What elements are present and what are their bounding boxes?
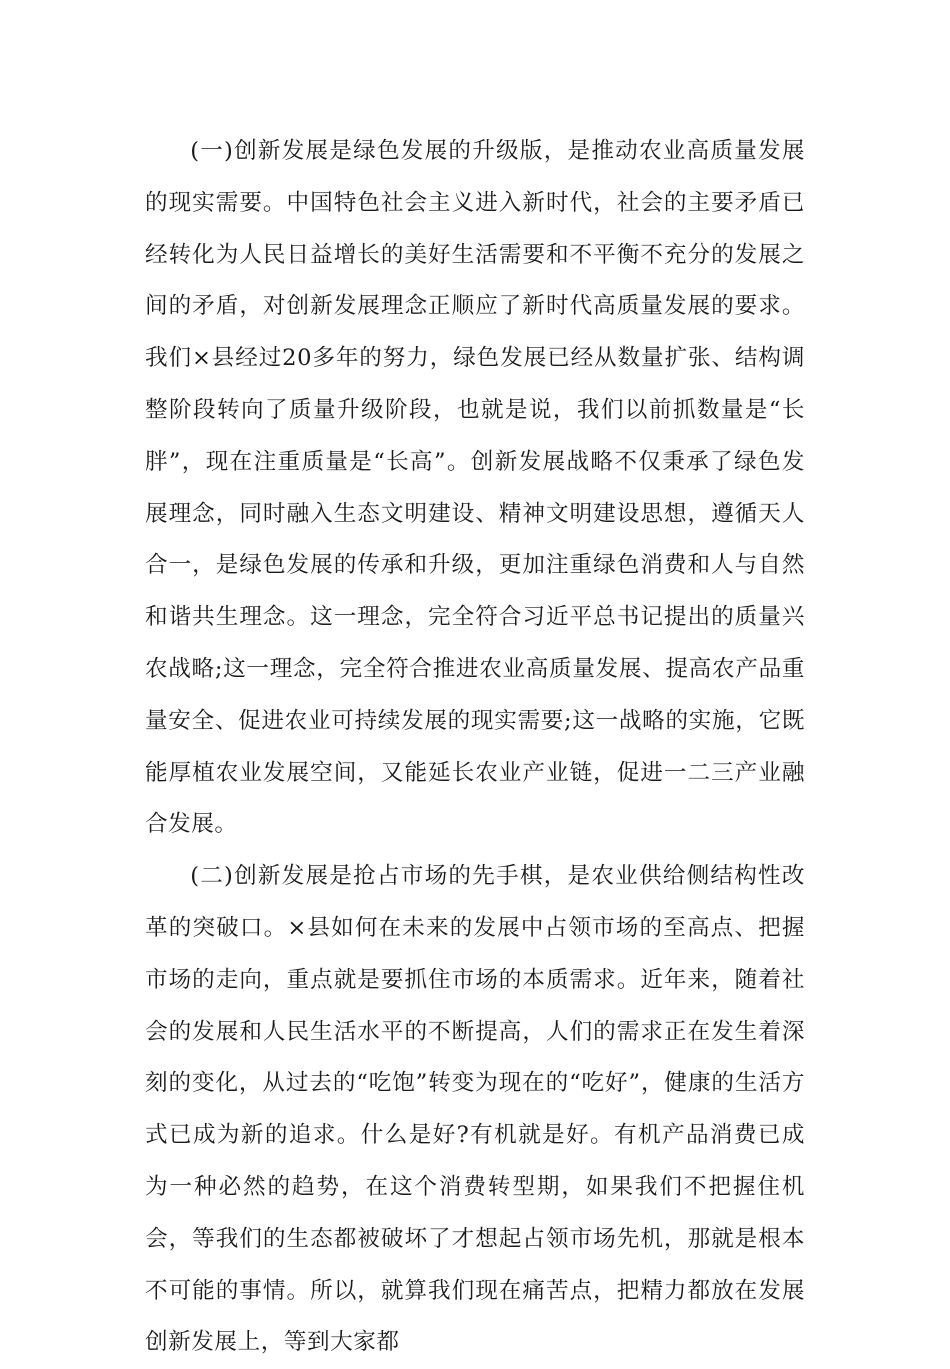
document-body: [145, 126, 805, 1369]
paragraph-2: (二)创新发展是抢占市场的先手棋，是农业供给侧结构性改革的突破口。×县如何在未来的发展中占领市场的至高点、把握市场的走向，重点就是要抓住市场的本质需求。近年来，随着社会的发展和人民生活水平的不断提高，人们的需求正在发生着深刻的变化，从过去的“吃饱”转变为现在的“吃好”，健康的生活方式已成为新的追求。什么是好?有机就是好。有机产品消费已成为一种必然的趋势，在这个消费转型期，如果我们不把握住机会，等我们的生态都被破坏了才想起占领市场先机，那就是根本不可能的事情。所以，就算我们现在痛苦点，把精力都放在发展创新发展上，等到大家都: [145, 863, 805, 1356]
paragraph-1: (一)创新发展是绿色发展的升级版，是推动农业高质量发展的现实需要。中国特色社会主义进入新时代，社会的主要矛盾已经转化为人民日益增长的美好生活需要和不平衡不充分的发展之间的矛盾，对创新发展理念正顺应了新时代高质量发展的要求。我们×县经过20多年的努力，绿色发展已经从数量扩张、结构调整阶段转向了质量升级阶段，也就是说，我们以前抓数量是“长胖”，现在注重质量是“长高”。创新发展战略不仅秉承了绿色发展理念，同时融入生态文明建设、精神文明建设思想，遵循天人合一，是绿色发展的传承和升级，更加注重绿色消费和人与自然和谐共生理念。这一理念，完全符合习近平总书记提出的质量兴农战略;这一理念，完全符合推进农业高质量发展、提高农产品重量安全、促进农业可持续发展的现实需要;这一战略的实施，它既能厚植农业发展空间，又能延长农业产业链，促进一二三产业融合发展。: [145, 138, 805, 838]
